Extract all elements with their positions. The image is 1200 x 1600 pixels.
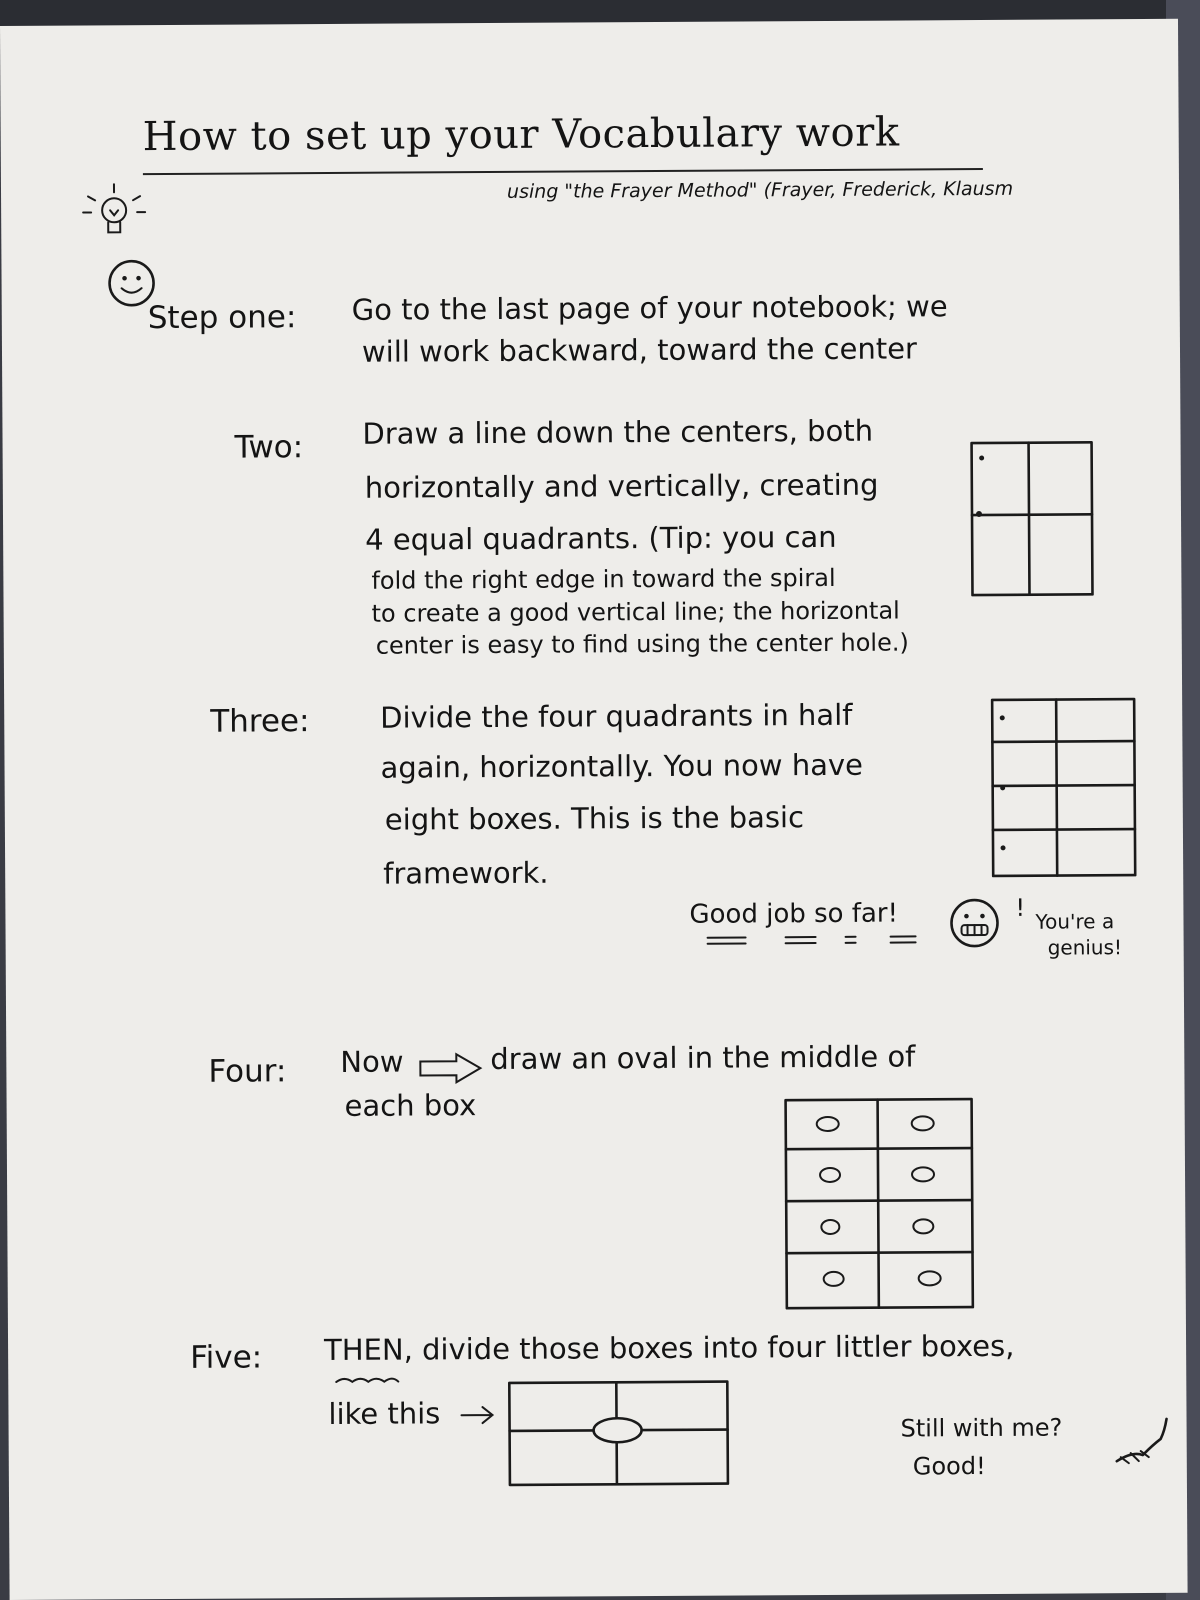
- step-two-tip-line-1: fold the right edge in toward the spiral: [371, 563, 836, 595]
- step-three-line-2: again, horizontally. You now have: [380, 747, 864, 785]
- eight-box-sketch: [988, 695, 1149, 886]
- step-four-now: Now: [340, 1044, 404, 1079]
- title-underline: [143, 168, 983, 175]
- exclamation-mark: !: [1015, 893, 1026, 922]
- good-job-note: Good job so far!: [689, 898, 899, 930]
- step-four-line-2: each box: [344, 1088, 477, 1123]
- step-two-tip-line-3: center is easy to find using the center hole.): [375, 628, 909, 660]
- step-five-line-2: like this: [328, 1396, 441, 1432]
- note-underlines: [706, 932, 926, 949]
- grinning-face-icon: [947, 896, 1001, 950]
- step-two-label: Two:: [234, 429, 304, 466]
- step-two-line-2: horizontally and vertically, creating: [364, 467, 879, 505]
- step-three-label: Three:: [210, 703, 310, 740]
- scribble-mark: [1112, 1411, 1172, 1471]
- step-five-label: Five:: [190, 1339, 263, 1376]
- step-three-line-4: framework.: [383, 855, 549, 891]
- page-subtitle: using "the Frayer Method" (Frayer, Frederick, Klausm: [506, 177, 1014, 203]
- arrow-right-icon: [458, 1403, 498, 1427]
- genius-note-line-1: You're a: [1035, 909, 1115, 934]
- lightbulb-icon: [79, 180, 149, 250]
- handwritten-page: [0, 19, 1188, 1600]
- step-four-line-1: draw an oval in the middle of: [490, 1039, 916, 1077]
- step-one-line-2: will work backward, toward the center: [361, 331, 918, 369]
- hollow-arrow-icon: [416, 1051, 486, 1085]
- step-four-label: Four:: [208, 1053, 287, 1090]
- genius-note-line-2: genius!: [1047, 935, 1123, 960]
- step-three-line-3: eight boxes. This is the basic: [384, 800, 805, 837]
- page-title: How to set up your Vocabulary work: [142, 109, 900, 161]
- step-two-line-1: Draw a line down the centers, both: [362, 413, 874, 451]
- four-box-sketch: [506, 1378, 737, 1491]
- step-three-line-1: Divide the four quadrants in half: [380, 697, 853, 735]
- step-one-line-1: Go to the last page of your notebook; we: [351, 289, 948, 327]
- step-one-label: Step one:: [147, 299, 297, 337]
- step-five-line-1: THEN, divide those boxes into four littler boxes,: [323, 1328, 1015, 1368]
- step-two-line-3: 4 equal quadrants. (Tip: you can: [365, 519, 837, 557]
- quadrant-sketch: [969, 439, 1100, 600]
- closing-line-2: Good!: [912, 1452, 986, 1481]
- step-two-tip-line-2: to create a good vertical line; the horizontal: [371, 596, 900, 628]
- then-underline: [334, 1374, 404, 1386]
- closing-line-1: Still with me?: [900, 1413, 1063, 1443]
- oval-grid-sketch: [783, 1096, 984, 1313]
